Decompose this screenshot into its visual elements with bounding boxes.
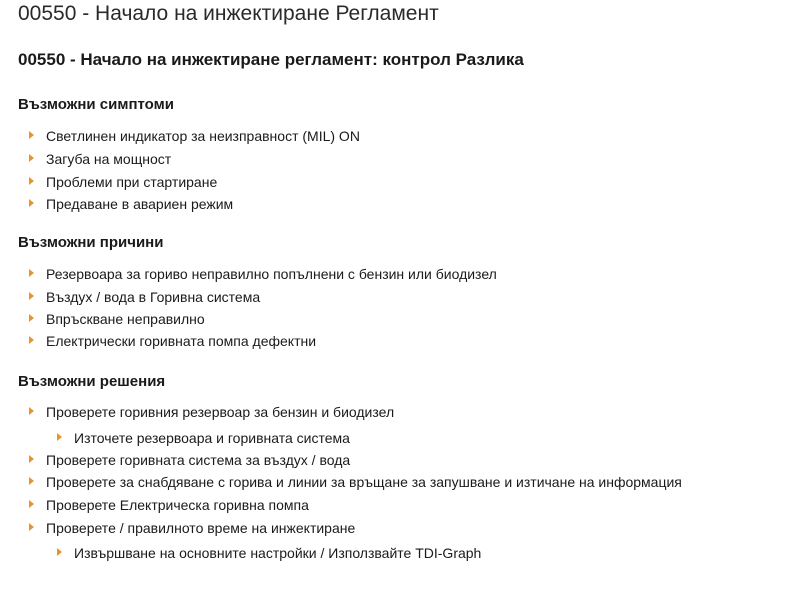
cause-item-label: Електрически горивната помпа дефектни: [46, 333, 317, 349]
causes-heading: Възможни причини: [18, 234, 164, 251]
cause-item-label: Въздух / вода в Горивна система: [46, 289, 261, 305]
solution-item-label: Проверете горивния резервоар за бензин и биодизел: [46, 404, 395, 420]
symptom-item: [46, 174, 217, 190]
cause-item: [46, 333, 316, 349]
bullet-arrow-icon: [29, 177, 34, 185]
symptom-item-label: Предаване в авариен режим: [46, 196, 234, 212]
bullet-arrow-icon: [29, 314, 34, 322]
bullet-arrow-icon: [29, 269, 34, 277]
bullet-arrow-icon: [29, 455, 34, 463]
cause-item-label: Впръскване неправилно: [46, 311, 205, 327]
bullet-arrow-icon: [29, 292, 34, 300]
bullet-arrow-icon: [57, 548, 62, 556]
cause-item: [46, 266, 497, 282]
solution-subitem-label: Извършване на основните настройки / Използвайте TDI-Graph: [74, 545, 482, 561]
page-subtitle: 00550 - Начало на инжектиране регламент: контрол Разлика: [18, 50, 524, 69]
solution-subitem-label: Източете резервоара и горивната система: [74, 430, 350, 446]
cause-item: [46, 311, 205, 327]
page-title: 00550 - Начало на инжектиране Регламент: [18, 2, 439, 25]
bullet-arrow-icon: [29, 336, 34, 344]
solution-item-label: Проверете за снабдяване с горива и линии за връщане за запушване и изтичане на информация: [46, 474, 682, 490]
cause-item-label: Резервоара за гориво неправилно попълнени с бензин или биодизел: [46, 266, 497, 282]
bullet-arrow-icon: [29, 477, 34, 485]
solution-item: [46, 520, 355, 536]
bullet-arrow-icon: [29, 199, 34, 207]
solution-item-label: Проверете горивната система за въздух / вода: [46, 452, 351, 468]
cause-item: [46, 289, 260, 305]
bullet-arrow-icon: [29, 131, 34, 139]
symptom-item-label: Загуба на мощност: [46, 151, 172, 167]
bullet-arrow-icon: [29, 407, 34, 415]
solution-item: [46, 452, 350, 468]
bullet-arrow-icon: [29, 154, 34, 162]
solution-item: [46, 497, 309, 513]
bullet-arrow-icon: [57, 433, 62, 441]
symptoms-heading: Възможни симптоми: [18, 96, 174, 113]
solution-subitem: [74, 545, 481, 561]
solutions-heading: Възможни решения: [18, 373, 166, 390]
solution-subitem: [74, 430, 350, 446]
solution-item-label: Проверете / правилното време на инжектиране: [46, 520, 356, 536]
symptom-item: [46, 196, 233, 212]
symptom-item-label: Светлинен индикатор за неизправност (MIL) ON: [46, 128, 360, 144]
symptom-item-label: Проблеми при стартиране: [46, 174, 218, 190]
solution-item-label: Проверете Електрическа горивна помпа: [46, 497, 309, 513]
bullet-arrow-icon: [29, 523, 34, 531]
symptom-item: [46, 151, 171, 167]
solution-item: [46, 474, 682, 490]
bullet-arrow-icon: [29, 500, 34, 508]
symptom-item: [46, 128, 360, 144]
solution-item: [46, 404, 394, 420]
